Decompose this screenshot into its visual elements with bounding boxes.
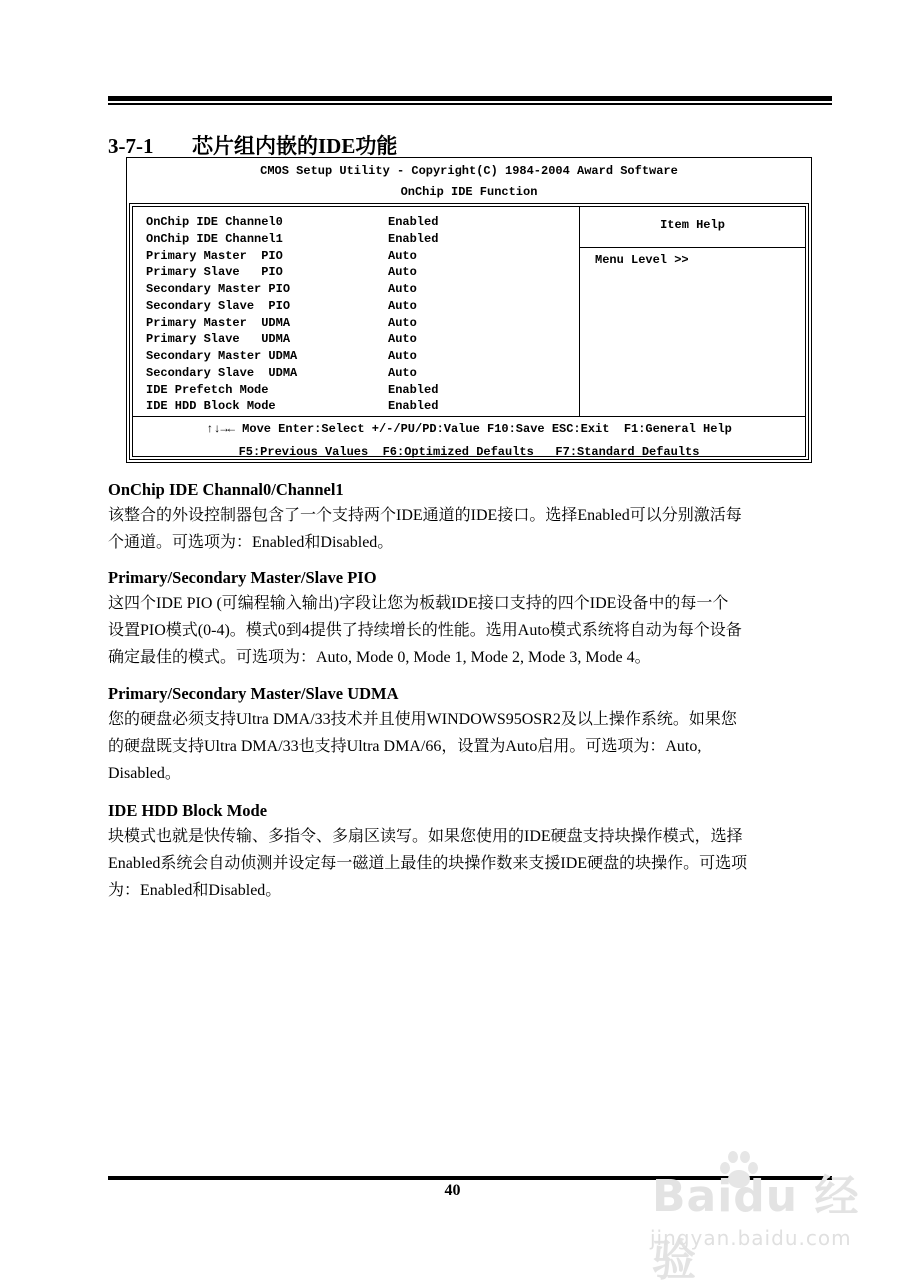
body-line: Disabled。 [108, 765, 181, 782]
header-rule-thin [108, 103, 832, 105]
setting-value[interactable]: Auto [388, 299, 417, 313]
setting-label: Primary Master UDMA [146, 316, 291, 330]
setting-label: Primary Master PIO [146, 249, 283, 263]
section-number: 3-7-1 [108, 134, 154, 158]
setting-label: OnChip IDE Channel0 [146, 215, 283, 229]
heading-pio-mode: Primary/Secondary Master/Slave PIO [108, 568, 377, 587]
body-udma-mode [108, 706, 832, 787]
header-rule-thick [108, 96, 832, 101]
setting-label: Secondary Master PIO [146, 282, 291, 296]
setting-label: OnChip IDE Channel1 [146, 232, 283, 246]
page-number: 40 [444, 1182, 461, 1199]
setting-value[interactable]: Enabled [388, 215, 439, 229]
bios-page-title: OnChip IDE Function [400, 185, 538, 199]
setting-label: IDE Prefetch Mode [146, 383, 269, 397]
bios-settings-list [133, 207, 580, 416]
setting-value[interactable]: Enabled [388, 399, 439, 413]
setting-value[interactable]: Auto [388, 249, 417, 263]
setting-label: Secondary Master UDMA [146, 349, 298, 363]
setting-label: Primary Slave UDMA [146, 332, 291, 346]
bios-inner-frame [132, 206, 806, 457]
setting-value[interactable]: Auto [388, 366, 417, 380]
body-onchip-ide-channel [108, 502, 832, 556]
setting-value[interactable]: Auto [388, 332, 417, 346]
bios-key-legend [133, 416, 805, 459]
section-heading [108, 130, 397, 160]
section-title: 芯片组内嵌的IDE功能 [192, 134, 398, 158]
bios-screen [126, 157, 812, 463]
setting-label: Primary Slave PIO [146, 265, 283, 279]
baidu-watermark [640, 1148, 900, 1286]
item-help-panel [580, 207, 805, 416]
key-legend-line-1: ↑↓→← Move Enter:Select +/-/PU/PD:Value F10:Save ESC:Exit F1:General Help [206, 422, 732, 436]
body-line: 个通道。可选项为：Enabled和Disabled。 [108, 534, 394, 551]
setting-value[interactable]: Auto [388, 316, 417, 330]
body-line: 的硬盘既支持Ultra DMA/33也支持Ultra DMA/66，设置为Auto启用。可选项为：Auto, [108, 738, 702, 755]
heading-hdd-block-mode: IDE HDD Block Mode [108, 801, 268, 820]
body-hdd-block-mode [108, 823, 832, 904]
body-line: 您的硬盘必须支持Ultra DMA/33技术并且使用WINDOWS95OSR2及以上操作系统。如果您 [108, 711, 737, 728]
body-line: 该整合的外设控制器包含了一个支持两个IDE通道的IDE接口。选择Enabled可以分别激活每 [108, 507, 742, 524]
setting-label: IDE HDD Block Mode [146, 399, 276, 413]
body-line: 设置PIO模式(0-4)。模式0到4提供了持续增长的性能。选用Auto模式系统将自动为每个设备 [108, 622, 742, 639]
body-line: 确定最佳的模式。可选项为：Auto, Mode 0, Mode 1, Mode 2, Mode 3, Mode 4。 [108, 649, 651, 666]
bios-utility-title: CMOS Setup Utility - Copyright(C) 1984-2004 Award Software [260, 164, 678, 178]
bios-main-frame [129, 203, 809, 460]
watermark-logo: Baidu 经验 [652, 1171, 860, 1286]
setting-value[interactable]: Auto [388, 265, 417, 279]
heading-onchip-ide-channel: OnChip IDE Channal0/Channel1 [108, 480, 344, 499]
body-line: 块模式也就是快传输、多指令、多扇区读写。如果您使用的IDE硬盘支持块操作模式，选择 [108, 828, 743, 845]
setting-value[interactable]: Auto [388, 282, 417, 296]
body-line: 这四个IDE PIO (可编程输入输出)字段让您为板载IDE接口支持的四个IDE设备中的每一个 [108, 595, 729, 612]
item-help-title: Item Help [580, 207, 805, 248]
watermark-url: jingyan.baidu.com [650, 1226, 852, 1250]
heading-udma-mode: Primary/Secondary Master/Slave UDMA [108, 684, 399, 703]
setting-value[interactable]: Auto [388, 349, 417, 363]
setting-label: Secondary Slave UDMA [146, 366, 298, 380]
key-legend-line-2: F5:Previous Values F6:Optimized Defaults F7:Standard Defaults [238, 445, 700, 459]
setting-value[interactable]: Enabled [388, 383, 439, 397]
setting-value[interactable]: Enabled [388, 232, 439, 246]
body-line: Enabled系统会自动侦测并设定每一磁道上最佳的块操作数来支援IDE硬盘的块操作。可选项 [108, 855, 748, 872]
menu-level-text: Menu Level >> [595, 253, 689, 267]
body-pio-mode [108, 590, 832, 671]
setting-label: Secondary Slave PIO [146, 299, 291, 313]
body-line: 为：Enabled和Disabled。 [108, 882, 282, 899]
